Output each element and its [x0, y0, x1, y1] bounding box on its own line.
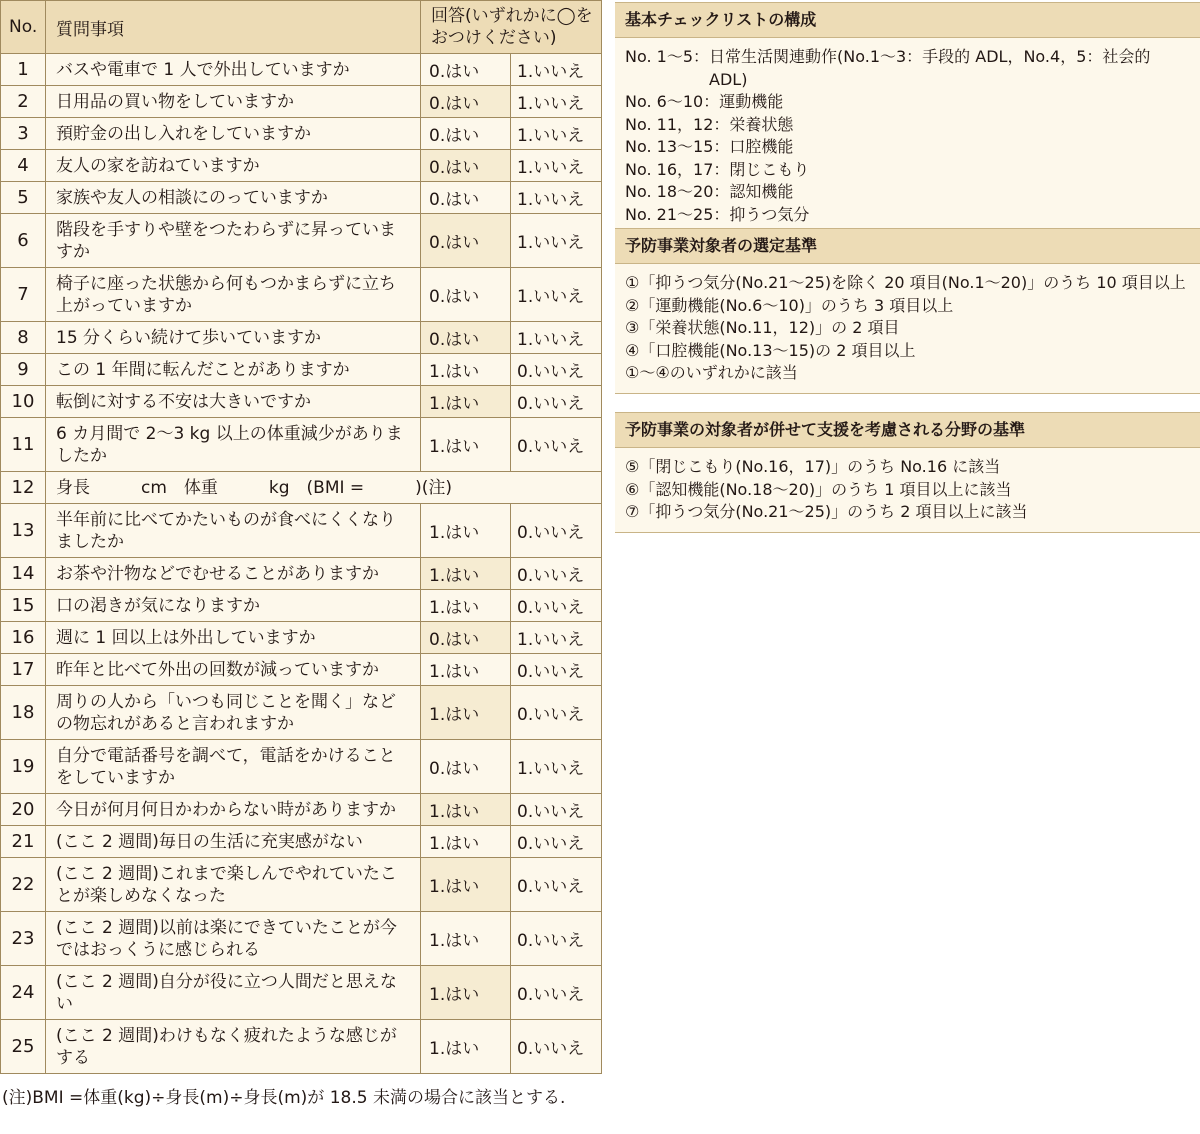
row-number: 19: [1, 740, 46, 794]
composition-line-label: No. 11，12：: [625, 114, 730, 134]
row-number: 1: [1, 54, 46, 86]
table-row: [1, 86, 602, 118]
question-text: 椅子に座った状態から何もつかまらずに立ち上がっていますか: [46, 268, 421, 322]
header-row: [1, 1, 602, 54]
support-line-label: ⑥: [625, 479, 640, 499]
composition-line-text: 栄養状態: [729, 114, 794, 134]
answer-option-yes: 1.はい: [421, 794, 511, 826]
checklist-table: [0, 0, 602, 1074]
answer-option-yes: 1.はい: [421, 654, 511, 686]
composition-line-label: No. 6〜10：: [625, 92, 720, 111]
criteria-line-text: 「口腔機能(No.13〜15)の 2 項目以上: [639, 340, 916, 360]
answer-option-yes: 1.はい: [421, 686, 511, 740]
question-text: この 1 年間に転んだことがありますか: [46, 354, 421, 386]
table-row: [1, 354, 602, 386]
table-row: [1, 182, 602, 214]
table-row: [1, 686, 602, 740]
answer-option-no: 1.いいえ: [511, 150, 602, 182]
composition-line: [625, 204, 1192, 227]
support-title: 予防事業の対象者が併せて支援を考慮される分野の基準: [615, 412, 1200, 448]
table-row: [1, 322, 602, 354]
support-panel: [615, 412, 1200, 533]
row-number: 25: [1, 1020, 46, 1074]
answer-option-yes: 1.はい: [421, 826, 511, 858]
table-row: [1, 558, 602, 590]
answer-option-no: 1.いいえ: [511, 268, 602, 322]
row-number: 5: [1, 182, 46, 214]
answer-option-yes: 0.はい: [421, 54, 511, 86]
composition-line: [625, 91, 1192, 114]
answer-option-no: 1.いいえ: [511, 214, 602, 268]
question-text: 預貯金の出し入れをしていますか: [46, 118, 421, 150]
footnote: (注)BMI =体重(kg)÷身長(m)÷身長(m)が 18.5 未満の場合に該当とする.: [2, 1088, 566, 1108]
composition-line-label: No. 21〜25：: [625, 204, 730, 224]
row-number: 8: [1, 322, 46, 354]
row-number: 15: [1, 590, 46, 622]
question-text: (ここ 2 週間)わけもなく疲れたような感じがする: [46, 1020, 421, 1074]
criteria-line-label: ②: [625, 295, 640, 315]
support-line-text: 「認知機能(No.18〜20)」のうち 1 項目以上に該当: [639, 479, 1012, 499]
table-row: [1, 504, 602, 558]
composition-line-text: 閉じこもり: [729, 159, 810, 179]
criteria-panel: [615, 228, 1200, 394]
answer-option-yes: 1.はい: [421, 966, 511, 1020]
table-row: [1, 472, 602, 504]
question-text: バスや電車で 1 人で外出していますか: [46, 54, 421, 86]
question-text: 家族や友人の相談にのっていますか: [46, 182, 421, 214]
row-number: 16: [1, 622, 46, 654]
question-text: 転倒に対する不安は大きいですか: [46, 386, 421, 418]
answer-option-yes: 0.はい: [421, 182, 511, 214]
question-text: (ここ 2 週間)これまで楽しんでやれていたことが楽しめなくなった: [46, 858, 421, 912]
support-line-label: ⑤: [625, 457, 640, 476]
question-text: 自分で電話番号を調べて，電話をかけることをしていますか: [46, 740, 421, 794]
row-number: 23: [1, 912, 46, 966]
question-text: 週に 1 回以上は外出していますか: [46, 622, 421, 654]
answer-option-yes: 1.はい: [421, 354, 511, 386]
row-number: 12: [1, 472, 46, 504]
answer-option-no: 0.いいえ: [511, 654, 602, 686]
support-line-label: ⑦: [625, 502, 640, 521]
question-text: 昨年と比べて外出の回数が減っていますか: [46, 654, 421, 686]
answer-option-no: 0.いいえ: [511, 858, 602, 912]
answer-option-yes: 1.はい: [421, 590, 511, 622]
row-number: 20: [1, 794, 46, 826]
answer-option-yes: 0.はい: [421, 150, 511, 182]
composition-line-text: 運動機能: [719, 92, 784, 111]
support-line: [625, 479, 1192, 502]
composition-line-text: 認知機能: [729, 182, 794, 201]
composition-line-text: 日常生活関連動作(No.1〜3：手段的 ADL，No.4，5：社会的 ADL): [709, 47, 1151, 89]
question-text: 今日が何月何日かわからない時がありますか: [46, 794, 421, 826]
support-line: [625, 501, 1192, 524]
row-number: 3: [1, 118, 46, 150]
answer-option-yes: 0.はい: [421, 268, 511, 322]
table-row: [1, 966, 602, 1020]
answer-option-no: 0.いいえ: [511, 966, 602, 1020]
table-row: [1, 622, 602, 654]
row-number: 7: [1, 268, 46, 322]
support-list: [615, 448, 1200, 533]
composition-line-text: 口腔機能: [729, 137, 794, 156]
answer-option-yes: 0.はい: [421, 322, 511, 354]
table-row: [1, 794, 602, 826]
criteria-line: [625, 317, 1192, 340]
criteria-line: [625, 362, 1192, 385]
answer-option-yes: 1.はい: [421, 912, 511, 966]
answer-option-no: 0.いいえ: [511, 912, 602, 966]
answer-option-yes: 0.はい: [421, 86, 511, 118]
table-row: [1, 826, 602, 858]
composition-panel: [615, 2, 1200, 235]
answer-option-yes: 0.はい: [421, 740, 511, 794]
answer-option-no: 1.いいえ: [511, 182, 602, 214]
row-number: 6: [1, 214, 46, 268]
question-text: 友人の家を訪ねていますか: [46, 150, 421, 182]
table-row: [1, 1020, 602, 1074]
table-row: [1, 54, 602, 86]
question-header: 質問事項: [46, 1, 421, 54]
row-number: 11: [1, 418, 46, 472]
answer-option-yes: 1.はい: [421, 1020, 511, 1074]
row-number: 17: [1, 654, 46, 686]
support-line-text: 「閉じこもり(No.16，17)」のうち No.16 に該当: [639, 457, 1001, 476]
answer-option-no: 1.いいえ: [511, 86, 602, 118]
question-text: (ここ 2 週間)以前は楽にできていたことが今ではおっくうに感じられる: [46, 912, 421, 966]
composition-line-label: No. 18〜20：: [625, 182, 730, 201]
row-number: 10: [1, 386, 46, 418]
answer-option-yes: 1.はい: [421, 858, 511, 912]
question-text: 半年前に比べてかたいものが食べにくくなりましたか: [46, 504, 421, 558]
composition-line: [625, 114, 1192, 137]
question-text: お茶や汁物などでむせることがありますか: [46, 558, 421, 590]
table-row: [1, 214, 602, 268]
row-number: 21: [1, 826, 46, 858]
answer-option-yes: 1.はい: [421, 558, 511, 590]
criteria-title: 予防事業対象者の選定基準: [615, 228, 1200, 264]
answer-option-no: 0.いいえ: [511, 794, 602, 826]
row-number: 22: [1, 858, 46, 912]
answer-option-yes: 1.はい: [421, 504, 511, 558]
answer-option-no: 1.いいえ: [511, 740, 602, 794]
row-number: 9: [1, 354, 46, 386]
criteria-line-label: ③: [625, 318, 640, 337]
criteria-line: [625, 340, 1192, 363]
answer-option-no: 0.いいえ: [511, 686, 602, 740]
answer-option-yes: 0.はい: [421, 118, 511, 150]
answer-option-no: 1.いいえ: [511, 54, 602, 86]
answer-option-no: 0.いいえ: [511, 386, 602, 418]
support-line-text: 「抑うつ気分(No.21〜25)」のうち 2 項目以上に該当: [639, 502, 1028, 521]
criteria-line-text: 「栄養状態(No.11，12)」の 2 項目: [639, 318, 900, 337]
criteria-line-label: ①: [625, 273, 640, 292]
criteria-list: [615, 264, 1200, 394]
question-text: 周りの人から「いつも同じことを聞く」などの物忘れがあると言われますか: [46, 686, 421, 740]
criteria-line: [625, 295, 1192, 318]
composition-line-label: No. 16，17：: [625, 159, 730, 179]
composition-line: [625, 159, 1192, 182]
composition-line-text: 抑うつ気分: [729, 204, 810, 224]
support-line: [625, 456, 1192, 479]
row-number: 14: [1, 558, 46, 590]
answer-option-no: 0.いいえ: [511, 826, 602, 858]
answer-option-no: 1.いいえ: [511, 622, 602, 654]
question-text: (ここ 2 週間)自分が役に立つ人間だと思えない: [46, 966, 421, 1020]
table-row: [1, 858, 602, 912]
answer-option-no: 0.いいえ: [511, 418, 602, 472]
question-text: 日用品の買い物をしていますか: [46, 86, 421, 118]
answer-option-no: 0.いいえ: [511, 590, 602, 622]
table-row: [1, 590, 602, 622]
row-number: 2: [1, 86, 46, 118]
answer-option-yes: 1.はい: [421, 418, 511, 472]
answer-option-yes: 0.はい: [421, 622, 511, 654]
table-row: [1, 386, 602, 418]
question-text: 6 カ月間で 2〜3 kg 以上の体重減少がありましたか: [46, 418, 421, 472]
checklist-rows: [1, 54, 602, 1074]
question-text: 15 分くらい続けて歩いていますか: [46, 322, 421, 354]
criteria-line-text: 「運動機能(No.6〜10)」のうち 3 項目以上: [639, 295, 954, 315]
table-row: [1, 150, 602, 182]
table-row: [1, 740, 602, 794]
answer-option-no: 1.いいえ: [511, 118, 602, 150]
question-text: (ここ 2 週間)毎日の生活に充実感がない: [46, 826, 421, 858]
table-row: [1, 118, 602, 150]
question-text: 階段を手すりや壁をつたわらずに昇っていますか: [46, 214, 421, 268]
table-row: [1, 268, 602, 322]
answer-option-yes: 0.はい: [421, 214, 511, 268]
answer-header: 回答(いずれかに◯をおつけください): [421, 1, 602, 54]
answer-option-yes: 1.はい: [421, 386, 511, 418]
row-number: 13: [1, 504, 46, 558]
criteria-line-label: ④: [625, 340, 640, 360]
composition-line: [625, 136, 1192, 159]
row-number: 4: [1, 150, 46, 182]
no-header: No.: [1, 1, 46, 54]
table-row: [1, 654, 602, 686]
answer-option-no: 0.いいえ: [511, 504, 602, 558]
table-row: [1, 912, 602, 966]
answer-option-no: 1.いいえ: [511, 322, 602, 354]
composition-line-label: No. 1〜5：: [625, 47, 710, 66]
question-text: 身長 cm 体重 kg (BMI = )(注): [46, 472, 602, 504]
answer-option-no: 0.いいえ: [511, 1020, 602, 1074]
row-number: 18: [1, 686, 46, 740]
criteria-line-text: ①〜④のいずれかに該当: [625, 363, 798, 382]
composition-line-label: No. 13〜15：: [625, 137, 730, 156]
composition-line: [625, 46, 1192, 91]
composition-line: [625, 181, 1192, 204]
answer-option-no: 0.いいえ: [511, 354, 602, 386]
composition-list: [615, 38, 1200, 235]
composition-title: 基本チェックリストの構成: [615, 2, 1200, 38]
criteria-line-text: 「抑うつ気分(No.21〜25)を除く 20 項目(No.1〜20)」のうち 10 項目以上: [639, 273, 1186, 292]
table-row: [1, 418, 602, 472]
question-text: 口の渇きが気になりますか: [46, 590, 421, 622]
answer-option-no: 0.いいえ: [511, 558, 602, 590]
criteria-line: [625, 272, 1192, 295]
row-number: 24: [1, 966, 46, 1020]
